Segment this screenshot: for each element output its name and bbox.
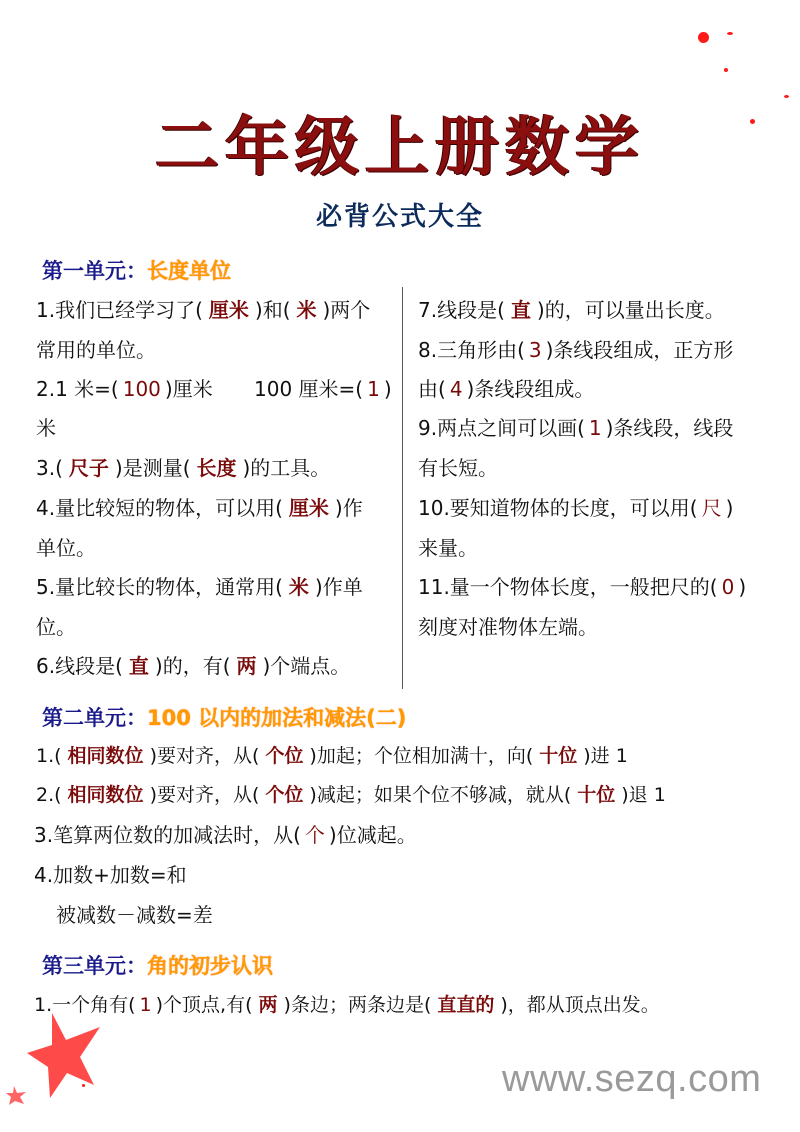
answer: 尺: [701, 496, 722, 520]
unit3-label: 第三单元：: [42, 954, 147, 978]
unit2-name: 100 以内的加法和减法(二): [147, 706, 407, 730]
unit1-item-1-cont: 常用的单位。: [36, 338, 156, 362]
answer: 相同数位: [67, 784, 144, 806]
answer: 米: [296, 298, 317, 322]
answer: 4: [449, 377, 463, 401]
unit1-item-1: 1.我们已经学习了( 厘米 )和( 米 )两个: [36, 298, 371, 322]
unit2-label: 第二单元：: [42, 706, 147, 730]
unit1-name: 长度单位: [147, 259, 231, 283]
answer: 直直的: [437, 994, 495, 1016]
page-title: 二年级上册数学: [155, 111, 645, 185]
answer: 十位: [577, 784, 616, 806]
answer: 长度: [196, 456, 237, 480]
unit3-heading: [42, 950, 273, 980]
answer: 十位: [539, 745, 578, 767]
unit1-item-8-cont: 由( 4 )条线段组成。: [418, 377, 595, 401]
column-divider: [402, 287, 403, 689]
unit1-item-4: 4.量比较短的物体，可以用( 厘米 )作: [36, 496, 363, 520]
paint-dot-icon: [727, 32, 733, 35]
unit1-heading: [42, 255, 231, 285]
answer: 个位: [265, 745, 304, 767]
answer: 100: [122, 377, 161, 401]
answer: 厘米: [288, 496, 329, 520]
unit1-item-10-cont: 来量。: [418, 536, 478, 560]
answer: 直: [510, 298, 531, 322]
unit1-item-8: 8.三角形由( 3 )条线段组成，正方形: [418, 338, 734, 362]
unit1-item-6: 6.线段是( 直 )的，有( 两 )个端点。: [36, 654, 351, 678]
unit2-item-5: 被减数－减数=差: [56, 903, 213, 927]
answer: 两: [258, 994, 278, 1016]
paint-dot-icon: [724, 68, 728, 72]
answer: 直: [128, 654, 149, 678]
unit2-item-3: 3.笔算两位数的加减法时，从( 个 )位减起。: [34, 823, 417, 847]
unit2-item-4: 4.加数+加数=和: [34, 863, 187, 887]
unit1-item-11-cont: 刻度对准物体左端。: [418, 615, 598, 639]
unit3-item-1: 1.一个角有( 1 )个顶点,有( 两 )条边；两条边是( 直直的 )，都从顶点出发。: [34, 994, 660, 1016]
paint-dot-icon: [698, 32, 709, 43]
answer: 厘米: [208, 298, 249, 322]
answer: 1: [588, 416, 602, 440]
unit1-item-10: 10.要知道物体的长度，可以用( 尺 ): [418, 496, 734, 520]
answer: 0: [721, 575, 735, 599]
unit1-item-3: 3.( 尺子 )是测量( 长度 )的工具。: [36, 456, 331, 480]
unit1-item-2: 2.1 米=( 100 )厘米: [36, 377, 213, 401]
unit1-item-9-cont: 有长短。: [418, 456, 498, 480]
paint-dot-icon: [82, 1084, 85, 1087]
answer: 个位: [265, 784, 304, 806]
unit3-name: 角的初步认识: [147, 954, 273, 978]
red-star-icon: [22, 1005, 112, 1100]
answer: 1: [139, 994, 152, 1016]
watermark: www.sezq.com: [502, 1058, 762, 1100]
page-subtitle: 必背公式大全: [315, 202, 484, 232]
unit1-item-7: 7.线段是( 直 )的，可以量出长度。: [418, 298, 725, 322]
answer: 个: [304, 823, 325, 847]
unit1-item-2b: 100 厘米=( 1 ): [254, 377, 392, 401]
answer: 尺子: [68, 456, 109, 480]
unit2-item-2: 2.( 相同数位 )要对齐，从( 个位 )减起；如果个位不够减，就从( 十位 )退 1: [36, 784, 666, 806]
unit1-item-2-cont: 米: [36, 416, 56, 440]
answer: 1: [367, 377, 380, 401]
unit1-label: 第一单元：: [42, 259, 147, 283]
unit2-heading: [42, 702, 406, 732]
answer: 相同数位: [67, 745, 144, 767]
unit1-item-4-cont: 单位。: [36, 536, 96, 560]
answer: 米: [288, 575, 309, 599]
answer: 3: [528, 338, 542, 362]
unit1-item-5-cont: 位。: [36, 615, 76, 639]
unit1-item-11: 11.量一个物体长度，一般把尺的( 0 ): [418, 575, 747, 599]
unit1-item-5: 5.量比较长的物体，通常用( 米 )作单: [36, 575, 363, 599]
unit2-item-1: 1.( 相同数位 )要对齐，从( 个位 )加起；个位相加满十，向( 十位 )进 1: [36, 745, 628, 767]
unit1-item-9: 9.两点之间可以画( 1 )条线段，线段: [418, 416, 734, 440]
small-red-star-icon: [6, 1084, 30, 1106]
answer: 两: [236, 654, 257, 678]
